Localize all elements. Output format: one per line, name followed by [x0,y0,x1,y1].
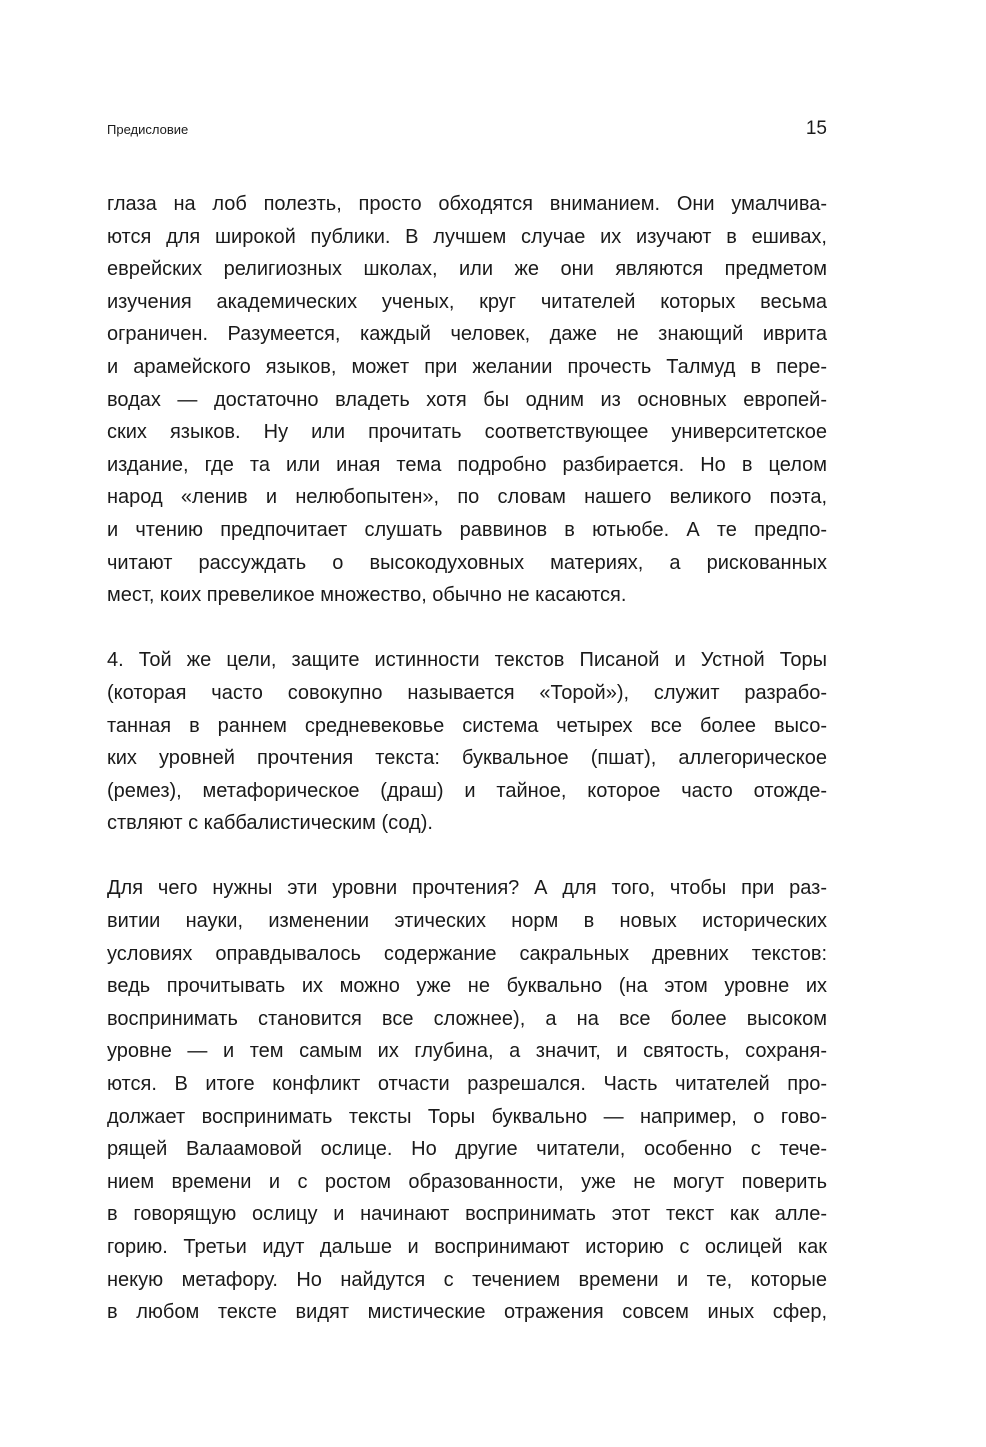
running-title: Предисловие [107,122,189,137]
paragraph [107,188,827,612]
text-line: ограничен. Разумеется, каждый человек, даже не знающий иврита [107,323,827,346]
text-line: ких уровней прочтения текста: буквальное (пшат), аллегорическое [107,747,827,770]
paragraph [107,872,827,1328]
page-body [107,188,827,1361]
text-line: издание, где та или иная тема подробно разбирается. Но в целом [107,453,827,476]
text-line: изучения академических ученых, круг читателей которых весьма [107,290,827,313]
page-number: 15 [805,118,827,139]
text-line: народ «ленив и нелюбопытен», по словам нашего великого поэта, [107,486,827,509]
text-line: (которая часто совокупно называется «Торой»), служит разрабо- [107,681,827,704]
text-line: нием времени и с ростом образованности, уже не могут поверить [107,1170,827,1193]
text-line: должает воспринимать тексты Торы буквально — например, о гово- [107,1105,827,1128]
text-line: 4. Той же цели, защите истинности текстов Писаной и Устной Торы [107,649,827,672]
text-line: водах — достаточно владеть хотя бы одним из основных европей- [107,388,827,411]
text-line: ведь прочитывать их можно уже не буквально (на этом уровне их [107,975,827,998]
page-header [107,118,827,142]
text-line: мест, коих превеликое множество, обычно не касаются. [107,584,627,607]
text-line: и арамейского языков, может при желании прочесть Талмуд в пере- [107,355,827,378]
text-line: витии науки, изменении этических норм в новых исторических [107,910,827,933]
text-line: ских языков. Ну или прочитать соответствующее университетское [107,421,827,444]
text-line: условиях оправдывалось содержание сакральных древних текстов: [107,942,827,965]
text-line: ствляют с каббалистическим (сод). [107,812,433,835]
text-line: в любом тексте видят мистические отражения совсем иных сфер, [107,1301,827,1324]
text-line: рящей Валаамовой ослице. Но другие читатели, особенно с тече- [107,1138,827,1161]
paragraph [107,644,827,840]
text-line: глаза на лоб полезть, просто обходятся вниманием. Они умалчива- [107,193,827,215]
text-line: воспринимать становится все сложнее), а на все более высоком [107,1007,827,1030]
text-line: уровне — и тем самым их глубина, а значит, и святость, сохраня- [107,1040,827,1063]
text-line: Для чего нужны эти уровни прочтения? А для того, чтобы при раз- [107,877,827,900]
text-line: и чтению предпочитает слушать раввинов в ютьюбе. А те предпо- [107,518,827,541]
text-line: горию. Третьи идут дальше и воспринимают историю с ослицей как [107,1236,827,1258]
text-line: еврейских религиозных школах, или же они являются предметом [107,258,827,281]
text-line: ются. В итоге конфликт отчасти разрешался. Часть читателей про- [107,1073,827,1096]
text-line: танная в раннем средневековье система четырех все более высо- [107,714,827,737]
text-line: в говорящую ослицу и начинают воспринимать этот текст как алле- [107,1203,827,1226]
text-line: (ремез), метафорическое (драш) и тайное, которое часто отожде- [107,779,827,802]
text-line: ются для широкой публики. В лучшем случае их изучают в ешивах, [107,225,827,248]
text-line: некую метафору. Но найдутся с течением времени и те, которые [107,1268,827,1291]
text-line: читают рассуждать о высокодуховных материях, а рискованных [107,551,827,574]
